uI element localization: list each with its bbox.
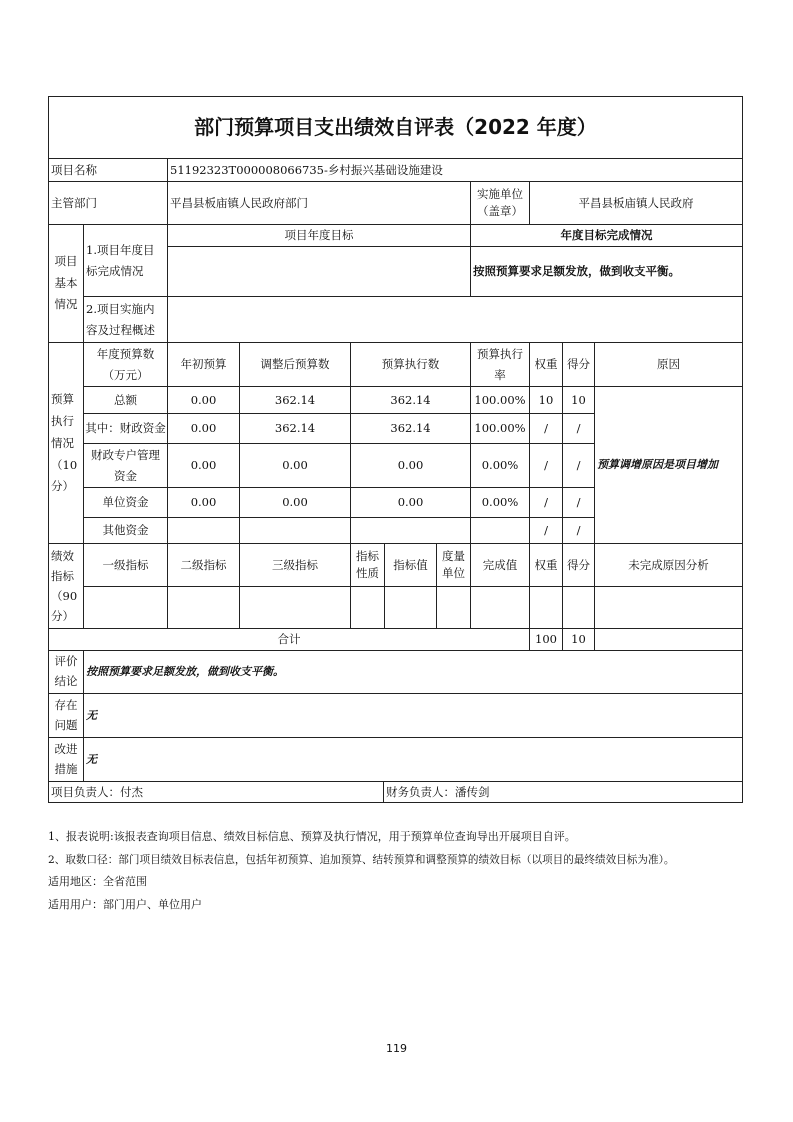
- basic-section-label: 项目基本情况: [48, 224, 84, 343]
- budget-header-reason: 原因: [594, 342, 743, 387]
- budget-row-adjusted: 0.00: [239, 443, 351, 488]
- problems-label: 存在问题: [48, 693, 84, 738]
- problems-value: 无: [83, 693, 743, 738]
- indicator-cell: [594, 586, 743, 629]
- budget-row-name: 其中：财政资金: [83, 413, 168, 444]
- total-reason: [594, 628, 743, 651]
- impl-unit-value: 平昌县板庙镇人民政府: [529, 181, 743, 225]
- budget-row-score: /: [562, 517, 595, 544]
- impl-unit-label: 实施单位（盖章）: [470, 181, 530, 225]
- notes: [48, 826, 674, 916]
- budget-row-rate: 100.00%: [470, 413, 530, 444]
- budget-row-rate: 0.00%: [470, 443, 530, 488]
- department-label: 主管部门: [48, 181, 168, 225]
- note-line: 2、取数口径：部门项目绩效目标表信息，包括年初预算、追加预算、结转预算和调整预算的绩效目标（以项目的最终绩效目标为准）。: [48, 853, 675, 866]
- budget-row-rate: 100.00%: [470, 386, 530, 414]
- budget-row-score: /: [562, 443, 595, 488]
- total-score: 10: [562, 628, 595, 651]
- budget-row-adjusted: 362.14: [239, 413, 351, 444]
- page-number: 119: [386, 1042, 407, 1055]
- department-value: 平昌县板庙镇人民政府部门: [167, 181, 471, 225]
- note-line: 适用用户：部门用户、单位用户: [48, 897, 202, 911]
- improvements-label: 改进措施: [48, 737, 84, 782]
- budget-row-score: /: [562, 413, 595, 444]
- project-lead: 项目负责人：付杰: [48, 781, 384, 803]
- budget-row-weight: /: [529, 517, 563, 544]
- budget-row-initial: 0.00: [167, 413, 240, 444]
- budget-row-rate: [470, 517, 530, 544]
- note-line: 1、报表说明:该报表查询项目信息、绩效目标信息、预算及执行情况，用于预算单位查询导出开展项目自评。: [48, 830, 576, 843]
- budget-row-name: 财政专户管理资金: [83, 443, 168, 488]
- budget-header-weight: 权重: [529, 342, 563, 387]
- budget-row-executed: 0.00: [350, 443, 471, 488]
- budget-row-name: 其他资金: [83, 517, 168, 544]
- indicator-cell: [470, 586, 530, 629]
- budget-row-initial: 0.00: [167, 443, 240, 488]
- indicator-cell: [384, 586, 437, 629]
- page-title: 部门预算项目支出绩效自评表（2022 年度）: [48, 96, 743, 159]
- indicator-header-nature: 指标性质: [350, 543, 385, 587]
- budget-row-initial: [167, 517, 240, 544]
- project-name-label: 项目名称: [48, 158, 168, 182]
- budget-row-weight: 10: [529, 386, 563, 414]
- indicator-header-reason: 未完成原因分析: [594, 543, 743, 587]
- indicator-cell: [436, 586, 471, 629]
- indicator-cell: [167, 586, 240, 629]
- indicator-header-level2: 二级指标: [167, 543, 240, 587]
- indicator-header-level1: 一级指标: [83, 543, 168, 587]
- goal-header: 项目年度目标: [167, 224, 471, 247]
- budget-row-name: 总额: [83, 386, 168, 414]
- budget-row-adjusted: 362.14: [239, 386, 351, 414]
- basic-row1-label: 1.项目年度目标完成情况: [83, 224, 168, 297]
- conclusion-label: 评价结论: [48, 650, 84, 694]
- project-name-value: 51192323T000008066735-乡村振兴基础设施建设: [167, 158, 743, 182]
- budget-row-weight: /: [529, 413, 563, 444]
- indicator-header-actual: 完成值: [470, 543, 530, 587]
- basic-row2-value: [167, 296, 743, 343]
- budget-header-executed: 预算执行数: [350, 342, 471, 387]
- budget-row-score: 10: [562, 386, 595, 414]
- conclusion-value: 按照预算要求足额发放，做到收支平衡。: [83, 650, 743, 694]
- indicator-cell: [562, 586, 595, 629]
- budget-row-name: 单位资金: [83, 487, 168, 518]
- indicators-section-label: 绩效指标（90分）: [48, 543, 84, 629]
- budget-header-initial: 年初预算: [167, 342, 240, 387]
- indicator-header-level3: 三级指标: [239, 543, 351, 587]
- budget-row-adjusted: 0.00: [239, 487, 351, 518]
- total-label: 合计: [48, 628, 530, 651]
- budget-row-rate: 0.00%: [470, 487, 530, 518]
- goal-value: [167, 246, 471, 297]
- completion-header: 年度目标完成情况: [470, 224, 743, 247]
- basic-row2-label: 2.项目实施内容及过程概述: [83, 296, 168, 343]
- budget-header-adjusted: 调整后预算数: [239, 342, 351, 387]
- budget-header-score: 得分: [562, 342, 595, 387]
- indicator-header-weight: 权重: [529, 543, 563, 587]
- indicator-header-score: 得分: [562, 543, 595, 587]
- budget-row-executed: 0.00: [350, 487, 471, 518]
- indicator-cell: [529, 586, 563, 629]
- indicator-header-unit: 度量单位: [436, 543, 471, 587]
- budget-row-weight: /: [529, 443, 563, 488]
- indicator-cell: [350, 586, 385, 629]
- note-line: 适用地区：全省范围: [48, 875, 147, 888]
- budget-row-score: /: [562, 487, 595, 518]
- improvements-value: 无: [83, 737, 743, 782]
- budget-row-executed: [350, 517, 471, 544]
- finance-lead: 财务负责人：潘传剑: [383, 781, 743, 803]
- budget-header-name: 年度预算数（万元）: [83, 342, 168, 387]
- indicator-header-value: 指标值: [384, 543, 437, 587]
- indicator-cell: [83, 586, 168, 629]
- indicator-cell: [239, 586, 351, 629]
- budget-row-initial: 0.00: [167, 487, 240, 518]
- budget-header-rate: 预算执行率: [470, 342, 530, 387]
- completion-value: 按照预算要求足额发放，做到收支平衡。: [470, 246, 743, 297]
- budget-row-weight: /: [529, 487, 563, 518]
- budget-row-initial: 0.00: [167, 386, 240, 414]
- budget-reason: 预算调增原因是项目增加: [594, 386, 743, 544]
- total-weight: 100: [529, 628, 563, 651]
- budget-row-adjusted: [239, 517, 351, 544]
- budget-row-executed: 362.14: [350, 386, 471, 414]
- budget-row-executed: 362.14: [350, 413, 471, 444]
- budget-section-label: 预算执行情况（10分）: [48, 342, 84, 544]
